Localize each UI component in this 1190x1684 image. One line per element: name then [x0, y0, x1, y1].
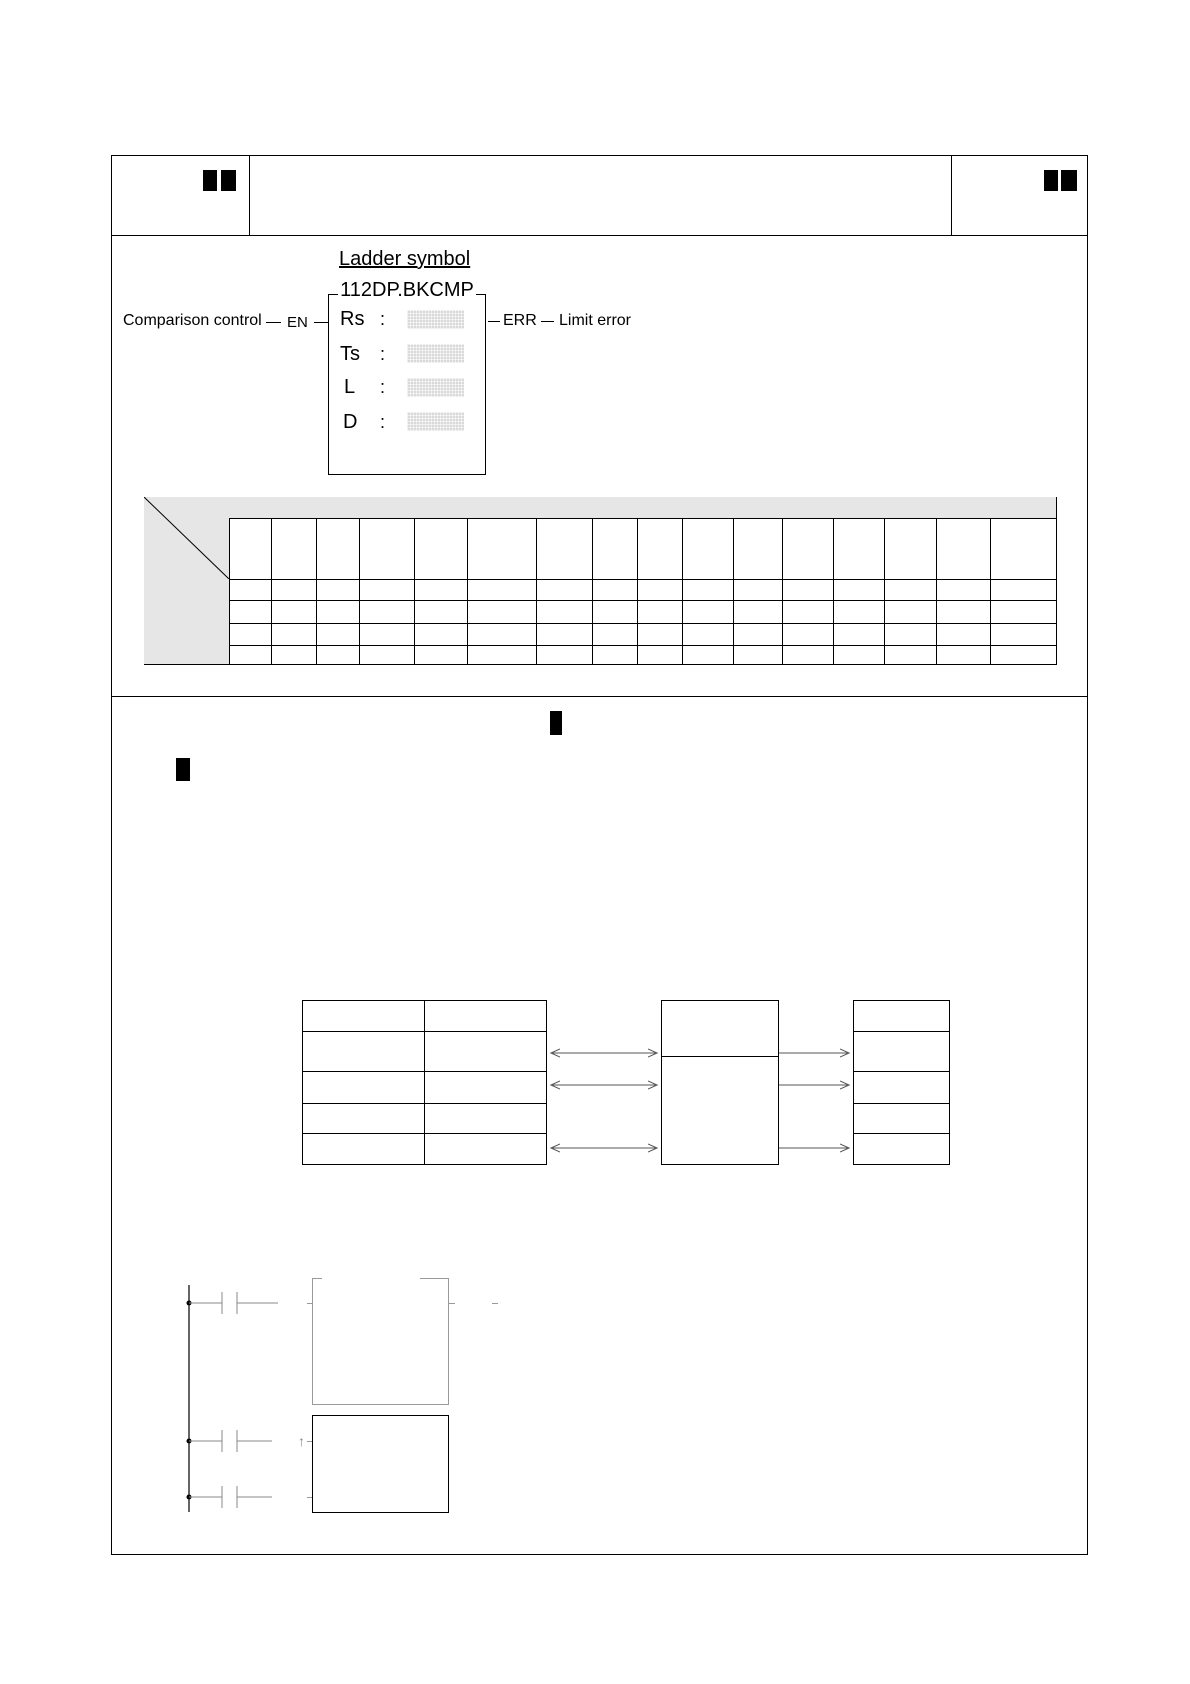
contact-rung-1 [187, 1292, 279, 1314]
operand-separator: : [380, 412, 386, 432]
operand-separator: : [380, 309, 386, 329]
contact-rung-2 [187, 1430, 273, 1452]
operand-d-label: D [343, 411, 358, 433]
operand-separator: : [380, 344, 386, 364]
operand-ts-label: Ts [340, 343, 360, 365]
input-pin-en: EN [287, 314, 308, 331]
operand-l-label: L [344, 376, 356, 398]
operand-rs-label: Rs [340, 308, 365, 330]
output-description: Limit error [559, 312, 632, 329]
instruction-name: 112DP.BKCMP [340, 279, 474, 301]
rising-edge-icon: ↑ [298, 1433, 305, 1449]
output-pin-err: ERR [503, 312, 537, 329]
ladder-symbol-heading: Ladder symbol [339, 248, 471, 270]
operand-separator: : [380, 377, 386, 397]
input-description: Comparison control [123, 312, 262, 329]
contact-rung-3 [187, 1486, 273, 1508]
